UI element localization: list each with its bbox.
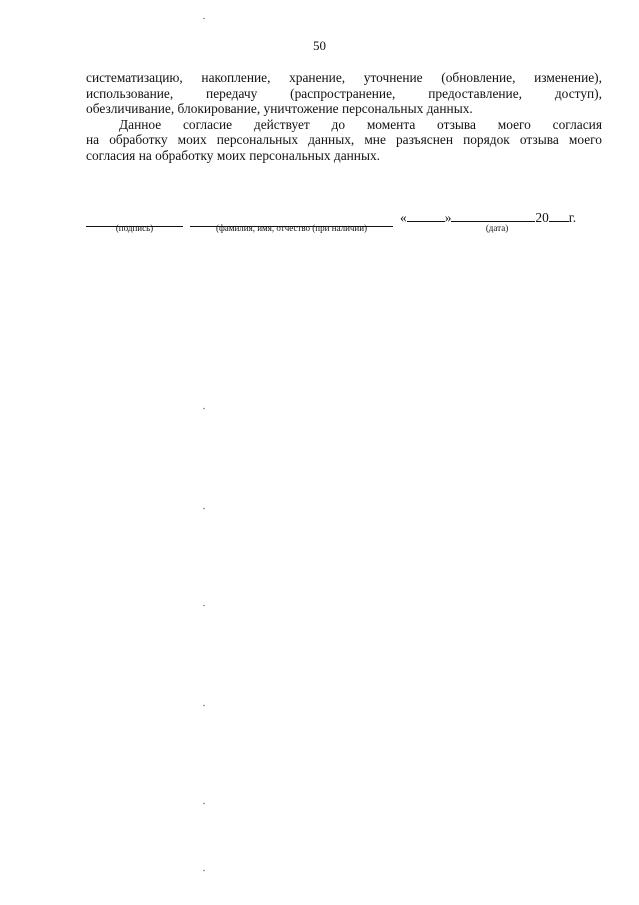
full-name-caption: (фамилия, имя, отчество (при наличии)	[215, 223, 368, 233]
scan-speck	[203, 18, 205, 20]
signature-caption: (подпись)	[115, 223, 154, 233]
date-caption: (дата)	[485, 223, 509, 233]
year-prefix: 20	[535, 210, 549, 225]
year-suffix: г.	[568, 210, 577, 225]
text-line: на обработку моих персональных данных, мне разъяснен порядок отзыва моего	[86, 132, 602, 148]
close-quote: »	[444, 210, 452, 225]
text-line: систематизацию, накопление, хранение, уточнение (обновление, изменение),	[86, 70, 602, 85]
body-text	[86, 70, 602, 164]
scan-speck	[203, 870, 205, 872]
text-line: использование, передачу (распространение, предоставление, доступ),	[86, 85, 602, 101]
open-quote: «	[400, 210, 407, 225]
month-blank[interactable]	[451, 208, 535, 222]
paragraph-2	[86, 117, 602, 164]
text-line: обезличивание, блокирование, уничтожение персональных данных.	[86, 101, 473, 117]
page-number: 50	[313, 38, 326, 53]
signature-row	[86, 208, 602, 238]
text-line: Данное согласие действует до момента отзыва моего согласия	[119, 116, 602, 132]
day-blank[interactable]	[407, 208, 445, 222]
scan-speck	[203, 408, 205, 410]
scan-speck	[203, 803, 205, 805]
scan-speck	[203, 508, 205, 510]
text-line: согласия на обработку моих персональных данных.	[86, 147, 381, 163]
scan-speck	[203, 705, 205, 707]
scan-speck	[203, 605, 205, 607]
year-blank[interactable]	[549, 208, 569, 222]
paragraph-1	[86, 70, 602, 117]
